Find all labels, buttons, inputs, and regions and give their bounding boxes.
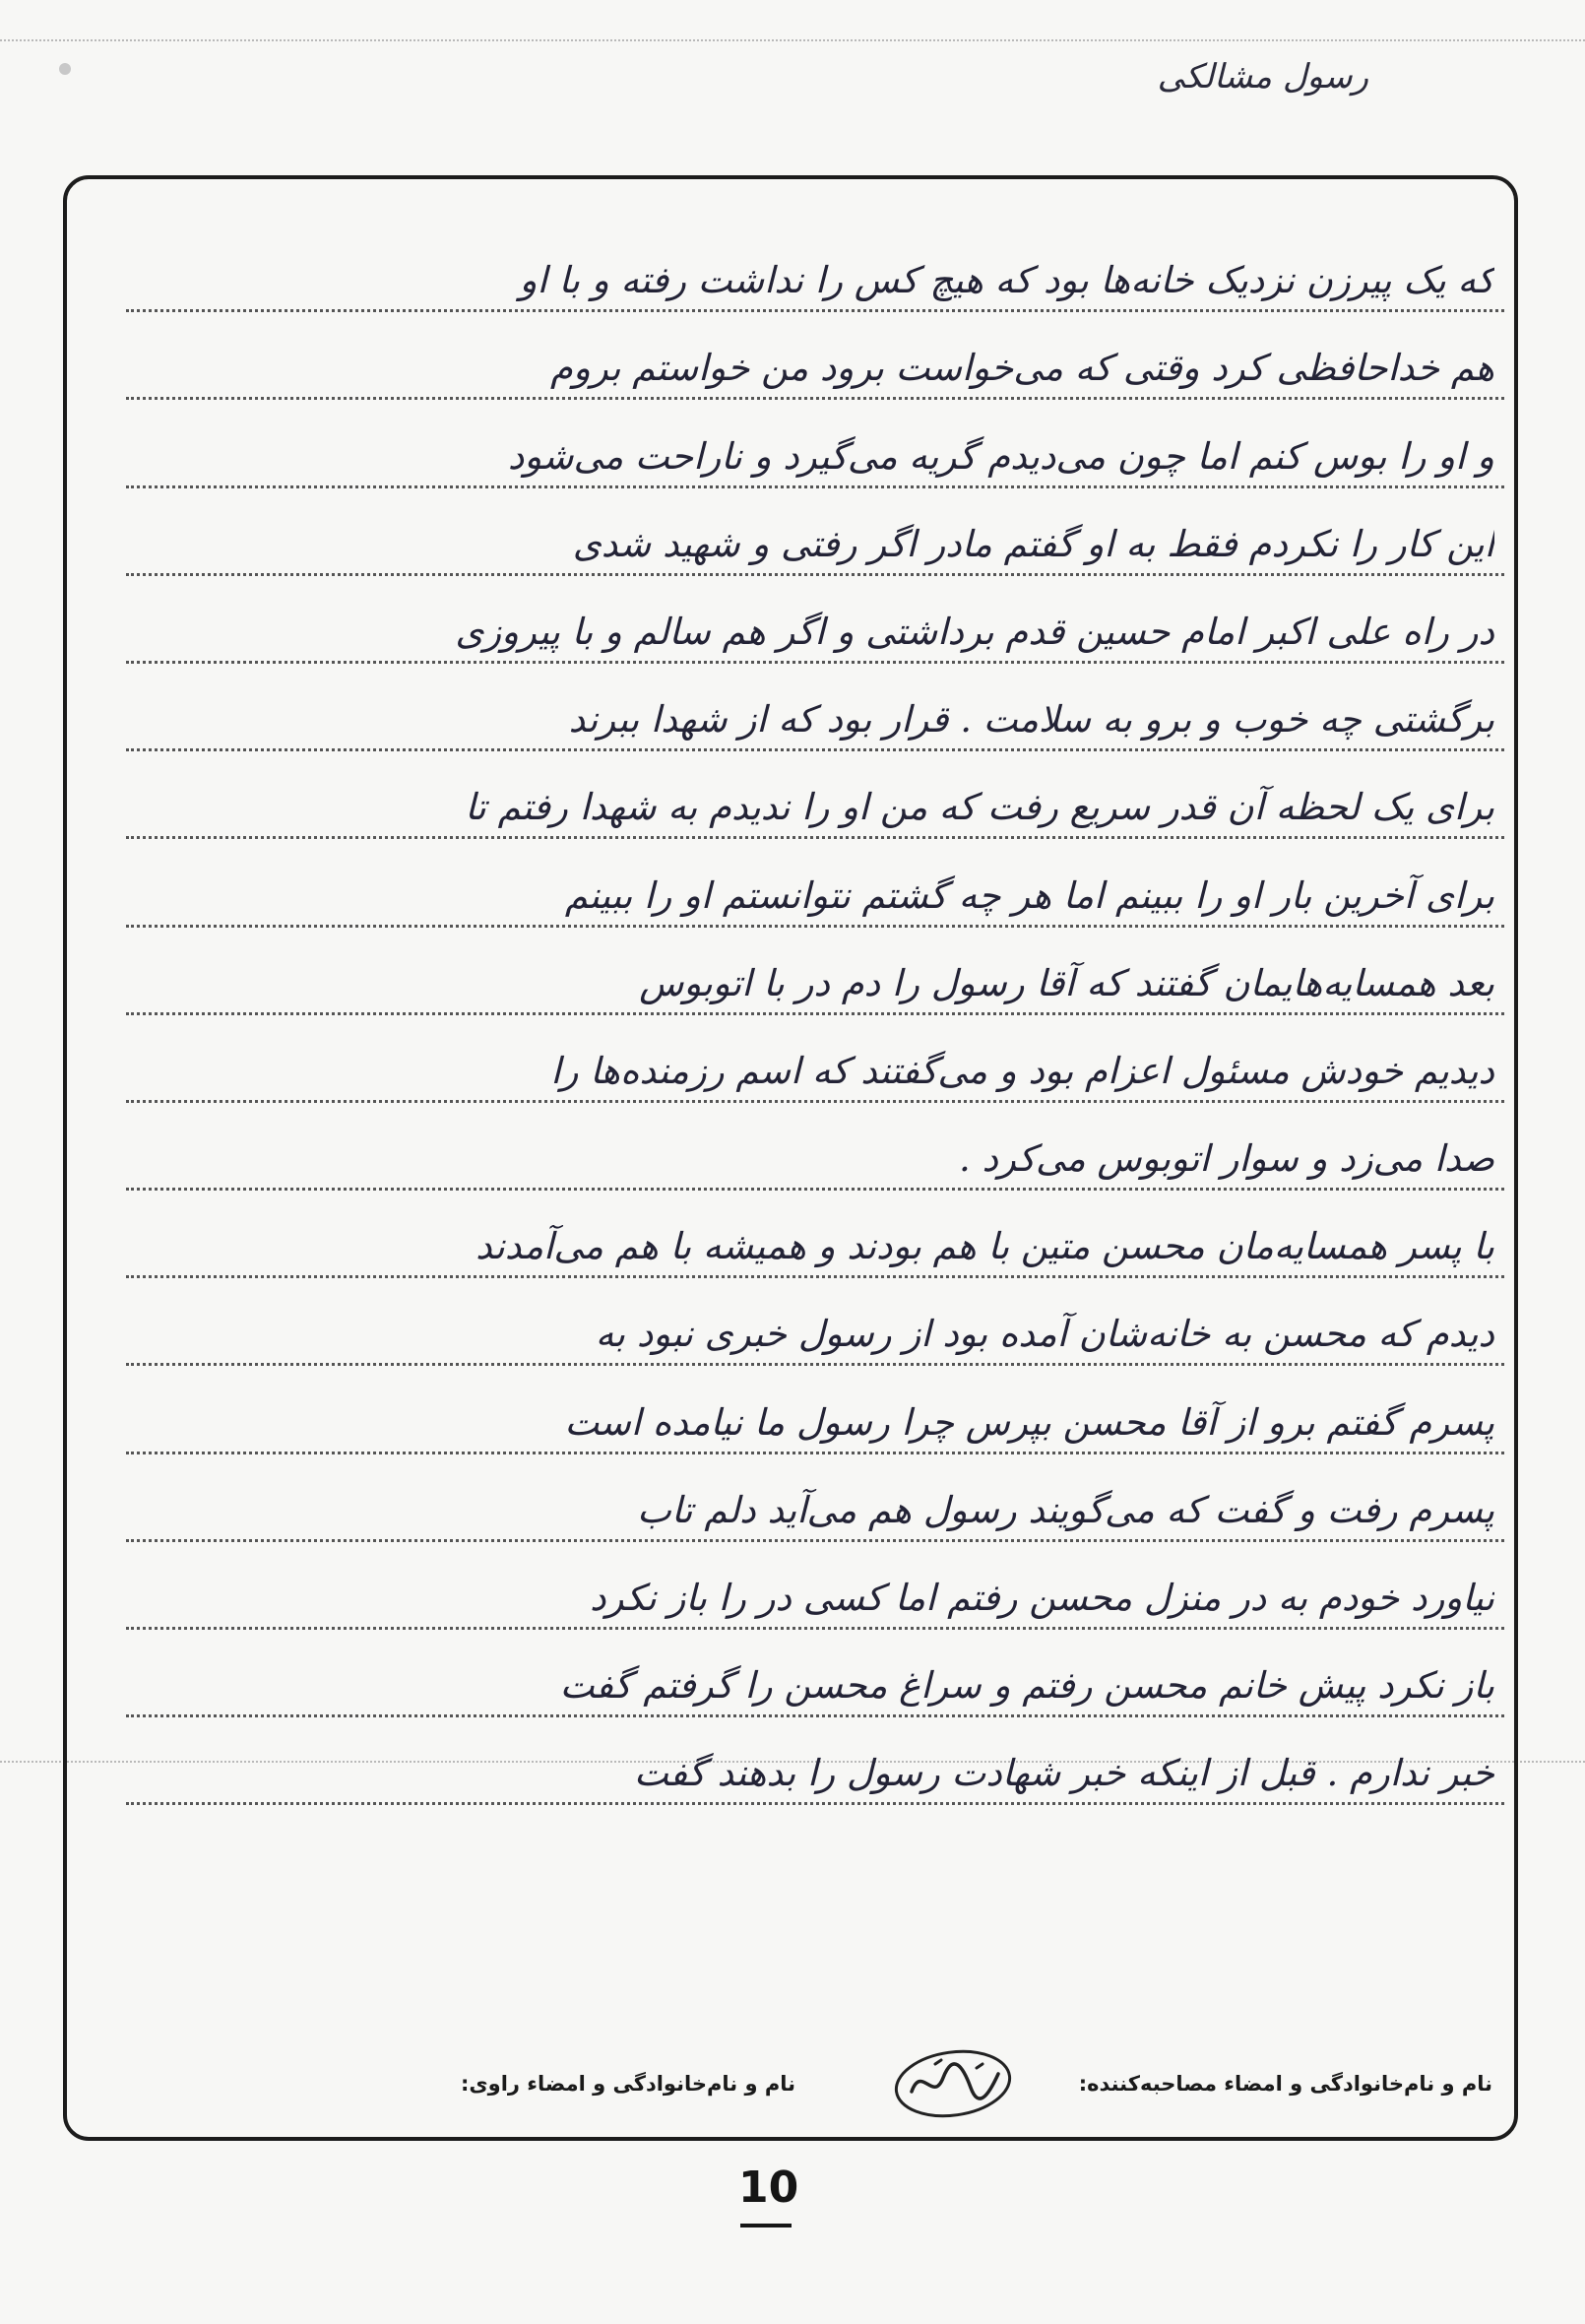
line-text: هم خداحافظی کرد وقتی که می‌خواست برود من خواستم بروم xyxy=(550,347,1494,390)
text-line xyxy=(126,664,1504,751)
writing-frame xyxy=(63,175,1518,2141)
text-line xyxy=(126,839,1504,927)
line-text: صدا می‌زد و سوار اتوبوس می‌کرد . xyxy=(958,1137,1494,1181)
text-line xyxy=(126,1366,1504,1453)
line-text: که یک پیرزن نزدیک خانه‌ها بود که هیچ کس را نداشت رفته و با او xyxy=(519,259,1494,302)
line-text: و او را بوس کنم اما چون می‌دیدم گریه می‌گیرد و ناراحت می‌شود xyxy=(507,434,1494,478)
narrator-label: نام و نام‌خانوادگی و امضاء راوی: xyxy=(461,2072,795,2096)
line-text: این کار را نکردم فقط به او گفتم مادر اگر رفتی و شهید شدی xyxy=(572,522,1494,565)
text-line xyxy=(126,225,1504,312)
text-line xyxy=(126,1630,1504,1717)
line-text: برای آخرین بار او را ببینم اما هر چه گشتم نتوانستم او را ببینم xyxy=(564,873,1494,917)
text-line xyxy=(126,576,1504,664)
interviewer-label: نام و نام‌خانوادگی و امضاء مصاحبه‌کننده: xyxy=(1078,2072,1492,2096)
line-text: در راه علی اکبر امام حسین قدم برداشتی و اگر هم سالم و با پیروزی xyxy=(455,610,1494,653)
line-text: با پسر همسایه‌مان محسن متین با هم بودند و همیشه با هم می‌آمدند xyxy=(476,1225,1494,1268)
line-text: پسرم گفتم برو از آقا محسن بپرس چرا رسول ما نیامده است xyxy=(564,1400,1494,1444)
text-line xyxy=(126,1015,1504,1103)
punch-hole xyxy=(59,63,71,75)
line-text: برگشتی چه خوب و برو به سلامت . قرار بود که از شهدا ببرند xyxy=(568,698,1494,742)
text-line xyxy=(126,751,1504,839)
line-text: برای یک لحظه آن قدر سریع رفت که من او را ندیدم به شهدا رفتم تا xyxy=(465,786,1494,829)
page-number: 10 xyxy=(738,2163,799,2213)
text-line xyxy=(126,1103,1504,1191)
line-text: باز نکرد پیش خانم محسن رفتم و سراغ محسن را گرفتم گفت xyxy=(559,1664,1494,1708)
text-line xyxy=(126,400,1504,487)
header-name: رسول مشالکی xyxy=(1157,57,1368,97)
text-line xyxy=(126,928,1504,1015)
signature-footer xyxy=(67,2058,1514,2117)
handwritten-lines xyxy=(126,225,1504,1805)
text-line xyxy=(126,1542,1504,1630)
text-line xyxy=(126,312,1504,400)
text-line xyxy=(126,1454,1504,1542)
line-text: خبر ندارم . قبل از اینکه خبر شهادت رسول را بدهند گفت xyxy=(634,1752,1494,1795)
text-line xyxy=(126,1191,1504,1278)
line-text: نیاورد خودم به در منزل محسن رفتم اما کسی در را باز نکرد xyxy=(590,1577,1494,1619)
text-line xyxy=(126,1278,1504,1366)
page-number-underline xyxy=(740,2224,792,2227)
line-text: بعد همسایه‌هایمان گفتند که آقا رسول را دم در با اتوبوس xyxy=(639,961,1494,1004)
line-text: پسرم رفت و گفت که می‌گویند رسول هم می‌آید دلم تاب xyxy=(637,1488,1494,1531)
interviewer-signature xyxy=(890,2044,1018,2121)
scan-fold-line-top xyxy=(0,39,1585,41)
line-text: دیدم که محسن به خانه‌شان آمده بود از رسول خبری نبود به xyxy=(595,1313,1494,1356)
line-text: دیدیم خودش مسئول اعزام بود و می‌گفتند که اسم رزمنده‌ها را xyxy=(550,1049,1494,1092)
text-line xyxy=(126,488,1504,576)
text-line xyxy=(126,1717,1504,1805)
